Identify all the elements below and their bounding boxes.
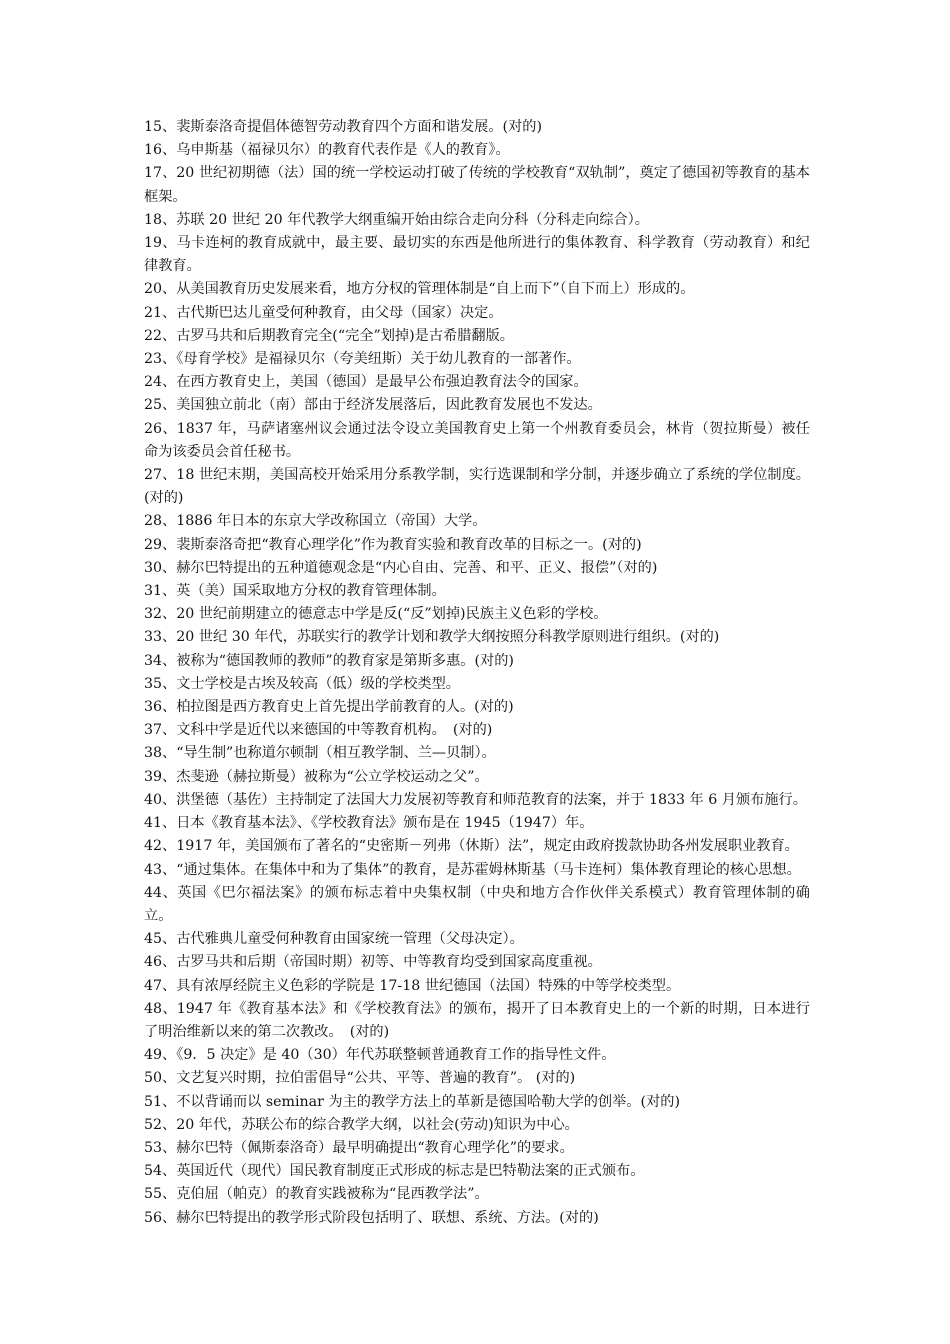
- statement-item: 30、赫尔巴特提出的五种道德观念是“内心自由、完善、和平、正义、报偿”（对的): [144, 559, 658, 576]
- statement-item: 48、1947 年《教育基本法》和《学校教育法》的颁布，揭开了日本教育史上的一个新的时期，日本进行了明治维新以来的第二次教改。 (对的): [144, 1000, 810, 1040]
- statement-item: 36、柏拉图是西方教育史上首先提出学前教育的人。(对的): [144, 699, 514, 716]
- statement-item: 55、克伯屈（帕克）的教育实践被称为“昆西教学法”。: [144, 1186, 489, 1203]
- statement-item: 18、苏联 20 世纪 20 年代教学大纲重编开始由综合走向分科（分科走向综合）。: [144, 211, 649, 228]
- statement-item: 35、文士学校是古埃及较高（低）级的学校类型。: [144, 675, 460, 692]
- statement-item: 51、不以背诵而以 seminar 为主的教学方法上的革新是德国哈勒大学的创举。(对的): [144, 1093, 681, 1110]
- statement-item: 37、文科中学是近代以来德国的中等教育机构。 (对的): [144, 722, 493, 739]
- statement-item: 17、20 世纪初期德（法）国的统一学校运动打破了传统的学校教育“双轨制”，奠定了德国初等教育的基本框架。: [144, 165, 810, 205]
- statement-item: 44、英国《巴尔福法案》的颁布标志着中央集权制（中央和地方合作伙伴关系模式）教育管理体制的确立。: [144, 884, 810, 924]
- statement-item: 39、杰斐逊（赫拉斯曼）被称为“公立学校运动之父”。: [144, 768, 489, 785]
- statement-item: 38、“导生制”也称道尔顿制（相互教学制、兰—贝制）。: [144, 745, 496, 762]
- statement-item: 43、“通过集体。在集体中和为了集体”的教育，是苏霍姆林斯基（马卡连柯）集体教育理论的核心思想。: [144, 861, 801, 878]
- statement-item: 22、古罗马共和后期教育完全(“完全”划掉)是古希腊翻版。: [144, 327, 514, 344]
- statement-item: 47、具有浓厚经院主义色彩的学院是 17-18 世纪德国（法国）特殊的中等学校类型。: [144, 977, 681, 994]
- statement-item: 49、《9．5 决定》是 40（30）年代苏联整顿普通教育工作的指导性文件。: [144, 1047, 616, 1064]
- statement-item: 40、洪堡德（基佐）主持制定了法国大力发展初等教育和师范教育的法案，并于 1833 年 6 月颁布施行。: [144, 791, 807, 808]
- statement-item: 25、美国独立前北（南）部由于经济发展落后，因此教育发展也不发达。: [144, 397, 602, 414]
- statement-item: 52、20 年代，苏联公布的综合教学大纲，以社会(劳动)知识为中心。: [144, 1116, 579, 1133]
- statement-item: 29、裴斯泰洛奇把“教育心理学化”作为教育实验和教育改革的目标之一。(对的): [144, 536, 642, 553]
- statement-item: 42、1917 年，美国颁布了著名的“史密斯－列弗（休斯）法”，规定由政府拨款协助各州发展职业教育。: [144, 838, 799, 855]
- statement-item: 56、赫尔巴特提出的教学形式阶段包括明了、联想、系统、方法。(对的): [144, 1209, 599, 1226]
- statement-item: 20、从美国教育历史发展来看，地方分权的管理体制是“自上而下”（自下而上）形成的。: [144, 281, 695, 298]
- statement-item: 31、英（美）国采取地方分权的教育管理体制。: [144, 583, 446, 600]
- statement-item: 28、1886 年日本的东京大学改称国立（帝国）大学。: [144, 513, 487, 530]
- statement-item: 34、被称为“德国教师的教师”的教育家是第斯多惠。(对的): [144, 652, 514, 669]
- statement-item: 19、马卡连柯的教育成就中，最主要、最切实的东西是他所进行的集体教育、科学教育（劳动教育）和纪律教育。: [144, 235, 810, 275]
- statement-item: 50、文艺复兴时期，拉伯雷倡导“公共、平等、普遍的教育”。 (对的): [144, 1070, 576, 1087]
- document-page: [144, 116, 810, 1230]
- statement-item: 32、20 世纪前期建立的德意志中学是反(“反”划掉)民族主义色彩的学校。: [144, 606, 608, 623]
- statement-item: 45、古代雅典儿童受何种教育由国家统一管理（父母决定）。: [144, 931, 524, 948]
- statement-item: 33、20 世纪 30 年代，苏联实行的教学计划和教学大纲按照分科教学原则进行组织。(对的): [144, 629, 720, 646]
- statement-item: 23、《母育学校》是福禄贝尔（夸美纽斯）关于幼儿教育的一部著作。: [144, 351, 581, 368]
- statement-item: 21、古代斯巴达儿童受何种教育，由父母（国家）决定。: [144, 304, 503, 321]
- statement-item: 24、在西方教育史上，美国（德国）是最早公布强迫教育法令的国家。: [144, 374, 588, 391]
- statement-item: 54、英国近代（现代）国民教育制度正式形成的标志是巴特勒法案的正式颁布。: [144, 1163, 645, 1180]
- statement-item: 53、赫尔巴特（佩斯泰洛奇）最早明确提出“教育心理学化”的要求。: [144, 1139, 574, 1156]
- statement-item: 27、18 世纪末期，美国高校开始采用分系教学制，实行选课制和学分制，并逐步确立了系统的学位制度。(对的): [144, 467, 810, 507]
- statement-item: 26、1837 年，马萨诸塞州议会通过法令设立美国教育史上第一个州教育委员会，林肯（贺拉斯曼）被任命为该委员会首任秘书。: [144, 420, 810, 460]
- statement-item: 16、乌申斯基（福禄贝尔）的教育代表作是《人的教育》。: [144, 142, 510, 159]
- statement-item: 41、日本《教育基本法》、《学校教育法》颁布是在 1945（1947）年。: [144, 815, 594, 832]
- statement-item: 15、裴斯泰洛奇提倡体德智劳动教育四个方面和谐发展。(对的): [144, 119, 543, 135]
- statement-item: 46、古罗马共和后期（帝国时期）初等、中等教育均受到国家高度重视。: [144, 954, 602, 971]
